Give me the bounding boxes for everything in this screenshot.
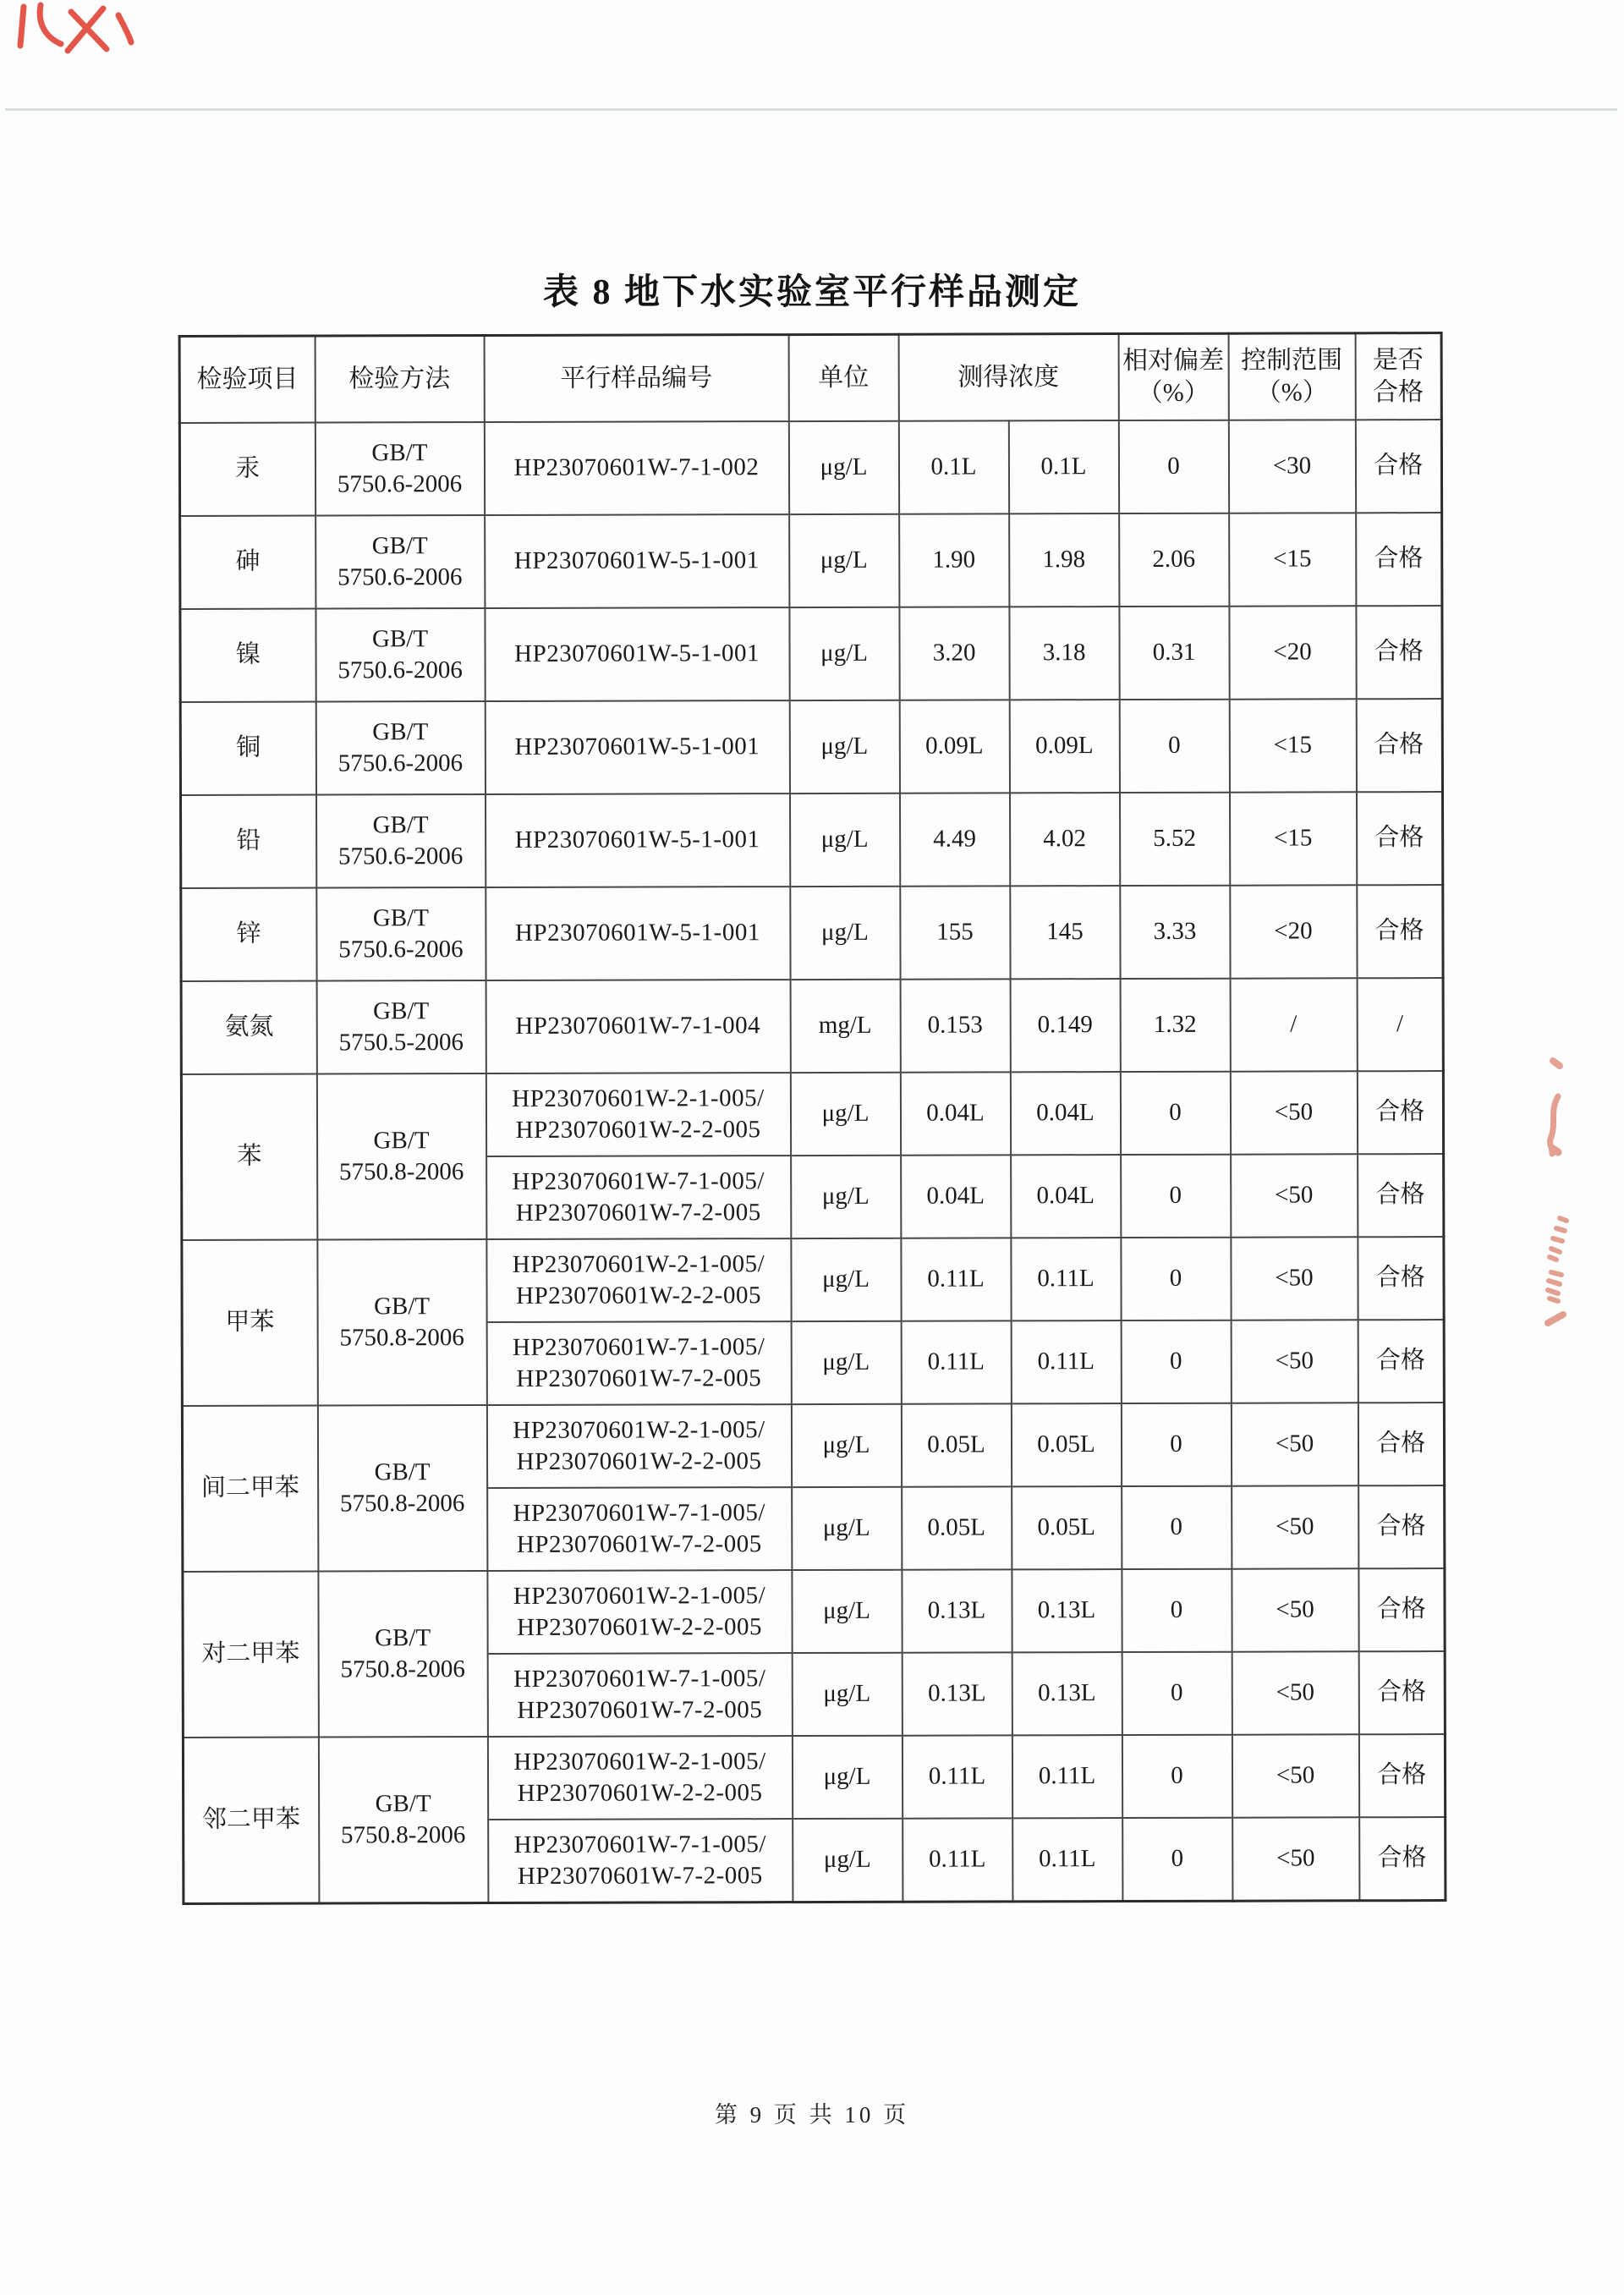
cell-unit: μg/L [791, 1238, 901, 1321]
cell-method: GB/T 5750.6-2006 [315, 422, 484, 516]
cell-method: GB/T 5750.6-2006 [315, 701, 485, 795]
cell-concentration-1: 0.05L [901, 1403, 1011, 1486]
cell-item: 锌 [181, 888, 316, 981]
header-cell-unit: 单位 [788, 334, 898, 421]
cell-qualified: 合格 [1359, 1817, 1446, 1901]
header-cell-qualified [1355, 333, 1441, 420]
table-row [181, 1071, 1443, 1157]
cell-concentration-2: 0.11L [1011, 1320, 1121, 1403]
cell-method: GB/T 5750.6-2006 [315, 794, 485, 888]
cell-concentration-2: 0.11L [1012, 1735, 1122, 1818]
cell-concentration-1: 0.09L [899, 700, 1009, 793]
table-row [181, 885, 1443, 981]
header-control-range-line2: （%） [1255, 378, 1328, 407]
cell-concentration-1: 0.13L [902, 1569, 1012, 1652]
scan-fold-line [5, 108, 1617, 111]
cell-unit: mg/L [790, 980, 900, 1073]
table-row [182, 1237, 1444, 1323]
cell-item: 铜 [180, 702, 315, 795]
cell-item: 氨氮 [181, 981, 316, 1074]
cell-method: GB/T 5750.6-2006 [315, 515, 485, 609]
table-row [179, 420, 1441, 516]
cell-deviation: 0 [1118, 420, 1228, 513]
cell-unit: μg/L [789, 700, 899, 793]
cell-sample: HP23070601W-2-1-005/ HP23070601W-2-2-005 [486, 1238, 791, 1322]
cell-control-range: <30 [1228, 420, 1355, 513]
table-row [182, 1403, 1444, 1489]
cell-deviation: 0 [1122, 1569, 1232, 1652]
cell-sample: HP23070601W-7-1-005/ HP23070601W-7-2-005 [486, 1156, 791, 1239]
cell-qualified: 合格 [1357, 885, 1443, 978]
header-deviation-line1: 相对偏差 [1122, 346, 1225, 375]
cell-control-range: <50 [1231, 1237, 1358, 1320]
cell-unit: μg/L [792, 1653, 902, 1736]
cell-unit: μg/L [789, 514, 899, 607]
cell-sample: HP23070601W-7-1-005/ HP23070601W-7-2-005 [487, 1487, 792, 1571]
cell-concentration-2: 1.98 [1009, 513, 1119, 607]
cell-deviation: 0 [1122, 1735, 1232, 1818]
cell-deviation: 0 [1121, 1155, 1231, 1238]
cell-concentration-2: 0.04L [1010, 1072, 1120, 1155]
cell-concentration-1: 3.20 [899, 607, 1009, 700]
cell-concentration-1: 0.11L [903, 1818, 1012, 1902]
cell-qualified: 合格 [1358, 1154, 1444, 1237]
red-ink-mark-right [1511, 1034, 1595, 1372]
cell-sample: HP23070601W-7-1-004 [486, 980, 790, 1073]
cell-unit: μg/L [790, 887, 900, 980]
cell-method: GB/T 5750.8-2006 [316, 1073, 486, 1240]
cell-method: GB/T 5750.8-2006 [318, 1571, 488, 1738]
red-ink-mark-top-left [12, 2, 139, 68]
cell-qualified: 合格 [1358, 1320, 1444, 1403]
cell-item: 汞 [179, 423, 315, 516]
cell-sample: HP23070601W-7-1-005/ HP23070601W-7-2-005 [486, 1321, 791, 1405]
cell-concentration-2: 0.11L [1012, 1818, 1122, 1902]
cell-concentration-1: 0.04L [901, 1155, 1011, 1238]
cell-deviation: 0 [1122, 1652, 1232, 1735]
table-row [181, 978, 1443, 1074]
cell-method: GB/T 5750.8-2006 [317, 1405, 487, 1572]
parallel-sample-table [178, 332, 1447, 1905]
table-row [183, 1734, 1445, 1820]
cell-concentration-1: 0.11L [901, 1320, 1011, 1403]
cell-concentration-2: 0.13L [1012, 1652, 1122, 1735]
cell-concentration-1: 1.90 [899, 513, 1009, 607]
cell-item: 苯 [181, 1074, 317, 1240]
cell-sample: HP23070601W-5-1-001 [486, 887, 790, 980]
cell-concentration-1: 0.1L [898, 420, 1008, 513]
cell-qualified: 合格 [1358, 1651, 1445, 1734]
cell-concentration-2: 0.1L [1008, 420, 1118, 513]
cell-concentration-1: 0.153 [900, 979, 1010, 1072]
cell-sample: HP23070601W-5-1-001 [485, 514, 789, 608]
cell-control-range: <50 [1231, 1154, 1358, 1237]
header-cell-sample: 平行样品编号 [484, 335, 788, 422]
cell-deviation: 0 [1121, 1238, 1231, 1320]
cell-concentration-2: 0.11L [1011, 1238, 1121, 1320]
cell-concentration-2: 0.09L [1009, 700, 1119, 793]
cell-deviation: 0 [1121, 1403, 1231, 1486]
cell-sample: HP23070601W-5-1-001 [485, 700, 789, 794]
cell-sample: HP23070601W-7-1-002 [484, 421, 788, 515]
table-row [180, 513, 1442, 609]
cell-sample: HP23070601W-2-1-005/ HP23070601W-2-2-005 [487, 1570, 792, 1654]
header-qualified-line1: 是否 [1372, 345, 1424, 374]
cell-method: GB/T 5750.8-2006 [318, 1737, 488, 1903]
cell-unit: μg/L [791, 1156, 901, 1238]
header-cell-method: 检验方法 [315, 336, 484, 423]
cell-qualified: 合格 [1358, 1403, 1444, 1485]
cell-qualified: 合格 [1356, 606, 1442, 699]
cell-deviation: 0 [1120, 1072, 1230, 1155]
header-cell-control-range [1228, 333, 1355, 420]
cell-sample: HP23070601W-7-1-005/ HP23070601W-7-2-005 [488, 1819, 793, 1902]
cell-sample: HP23070601W-7-1-005/ HP23070601W-7-2-005 [487, 1653, 792, 1737]
cell-control-range: <50 [1232, 1485, 1358, 1568]
cell-item: 砷 [180, 516, 315, 609]
table-row [180, 606, 1442, 702]
cell-qualified: 合格 [1358, 1734, 1445, 1817]
cell-concentration-1: 0.13L [902, 1652, 1012, 1735]
cell-method: GB/T 5750.5-2006 [316, 980, 486, 1074]
cell-deviation: 5.52 [1119, 793, 1229, 886]
cell-control-range: <50 [1231, 1320, 1358, 1403]
table-row [180, 699, 1442, 795]
cell-deviation: 0 [1122, 1486, 1232, 1569]
cell-sample: HP23070601W-2-1-005/ HP23070601W-2-2-005 [487, 1736, 792, 1820]
table-header-row [179, 333, 1441, 423]
cell-deviation: 0 [1122, 1818, 1232, 1902]
cell-deviation: 1.32 [1120, 979, 1230, 1072]
header-deviation-line2: （%） [1137, 378, 1210, 407]
cell-unit: μg/L [791, 1321, 901, 1404]
cell-qualified: 合格 [1358, 1568, 1445, 1651]
cell-unit: μg/L [788, 421, 898, 514]
header-control-range-line1: 控制范围 [1241, 345, 1343, 375]
cell-unit: μg/L [791, 1404, 901, 1487]
cell-qualified: 合格 [1356, 792, 1442, 885]
header-cell-deviation [1118, 333, 1228, 420]
cell-unit: μg/L [792, 1736, 902, 1819]
table-row [180, 792, 1442, 888]
cell-sample: HP23070601W-5-1-001 [485, 607, 789, 701]
cell-control-range: <50 [1232, 1568, 1358, 1651]
cell-concentration-1: 4.49 [899, 793, 1009, 886]
cell-concentration-2: 0.04L [1011, 1155, 1121, 1238]
cell-deviation: 2.06 [1119, 513, 1229, 607]
cell-concentration-1: 0.11L [901, 1238, 1011, 1320]
header-cell-item: 检验项目 [179, 336, 315, 423]
cell-method: GB/T 5750.6-2006 [316, 887, 486, 981]
cell-concentration-2: 0.05L [1011, 1403, 1121, 1486]
header-qualified-line2: 合格 [1372, 378, 1424, 407]
cell-control-range: <50 [1231, 1403, 1358, 1485]
cell-control-range: <50 [1232, 1651, 1358, 1734]
cell-item: 间二甲苯 [182, 1406, 318, 1572]
cell-control-range: <15 [1229, 792, 1356, 885]
cell-unit: μg/L [792, 1570, 902, 1653]
cell-concentration-1: 0.11L [902, 1735, 1012, 1818]
cell-concentration-2: 4.02 [1009, 793, 1119, 886]
cell-concentration-1: 0.05L [902, 1486, 1012, 1569]
cell-concentration-1: 0.04L [900, 1072, 1010, 1155]
cell-item: 镍 [180, 609, 315, 702]
cell-item: 邻二甲苯 [183, 1738, 319, 1904]
cell-item: 甲苯 [182, 1240, 318, 1406]
cell-concentration-2: 3.18 [1009, 607, 1119, 700]
cell-deviation: 0 [1119, 700, 1229, 793]
cell-control-range: <15 [1229, 513, 1356, 606]
cell-item: 铅 [180, 795, 315, 888]
cell-qualified: 合格 [1356, 513, 1442, 606]
cell-qualified: 合格 [1355, 420, 1441, 513]
cell-unit: μg/L [790, 1073, 900, 1156]
cell-control-range: <50 [1232, 1817, 1359, 1901]
cell-control-range: <20 [1230, 885, 1357, 978]
cell-concentration-1: 155 [900, 886, 1010, 979]
cell-deviation: 0 [1121, 1320, 1231, 1403]
cell-concentration-2: 0.05L [1012, 1486, 1122, 1569]
cell-method: GB/T 5750.6-2006 [315, 608, 485, 702]
table-row [183, 1568, 1445, 1655]
cell-method: GB/T 5750.8-2006 [317, 1239, 487, 1406]
page-number: 第 9 页 共 10 页 [714, 2102, 910, 2128]
cell-unit: μg/L [792, 1487, 902, 1570]
cell-sample: HP23070601W-5-1-001 [485, 793, 789, 887]
cell-control-range: <50 [1230, 1071, 1357, 1154]
cell-control-range: <50 [1232, 1734, 1358, 1817]
cell-sample: HP23070601W-2-1-005/ HP23070601W-2-2-005 [486, 1073, 790, 1156]
cell-concentration-2: 0.13L [1012, 1569, 1122, 1652]
cell-unit: μg/L [793, 1819, 903, 1902]
cell-concentration-2: 145 [1010, 886, 1120, 979]
cell-qualified: 合格 [1357, 1071, 1443, 1154]
cell-qualified: 合格 [1358, 1485, 1445, 1568]
cell-deviation: 3.33 [1120, 886, 1230, 979]
cell-unit: μg/L [789, 793, 899, 887]
cell-qualified: 合格 [1358, 1237, 1444, 1320]
cell-control-range: <20 [1229, 606, 1356, 699]
page-title: 表 8 地下水实验室平行样品测定 [542, 273, 1081, 312]
cell-concentration-2: 0.149 [1010, 979, 1120, 1072]
header-cell-concentration: 测得浓度 [898, 334, 1118, 421]
cell-qualified: / [1357, 978, 1443, 1071]
cell-control-range: / [1230, 978, 1357, 1071]
cell-sample: HP23070601W-2-1-005/ HP23070601W-2-2-005 [486, 1404, 791, 1488]
cell-item: 对二甲苯 [183, 1572, 319, 1738]
cell-qualified: 合格 [1356, 699, 1442, 792]
cell-control-range: <15 [1229, 699, 1356, 792]
cell-unit: μg/L [789, 607, 899, 700]
cell-deviation: 0.31 [1119, 607, 1229, 700]
